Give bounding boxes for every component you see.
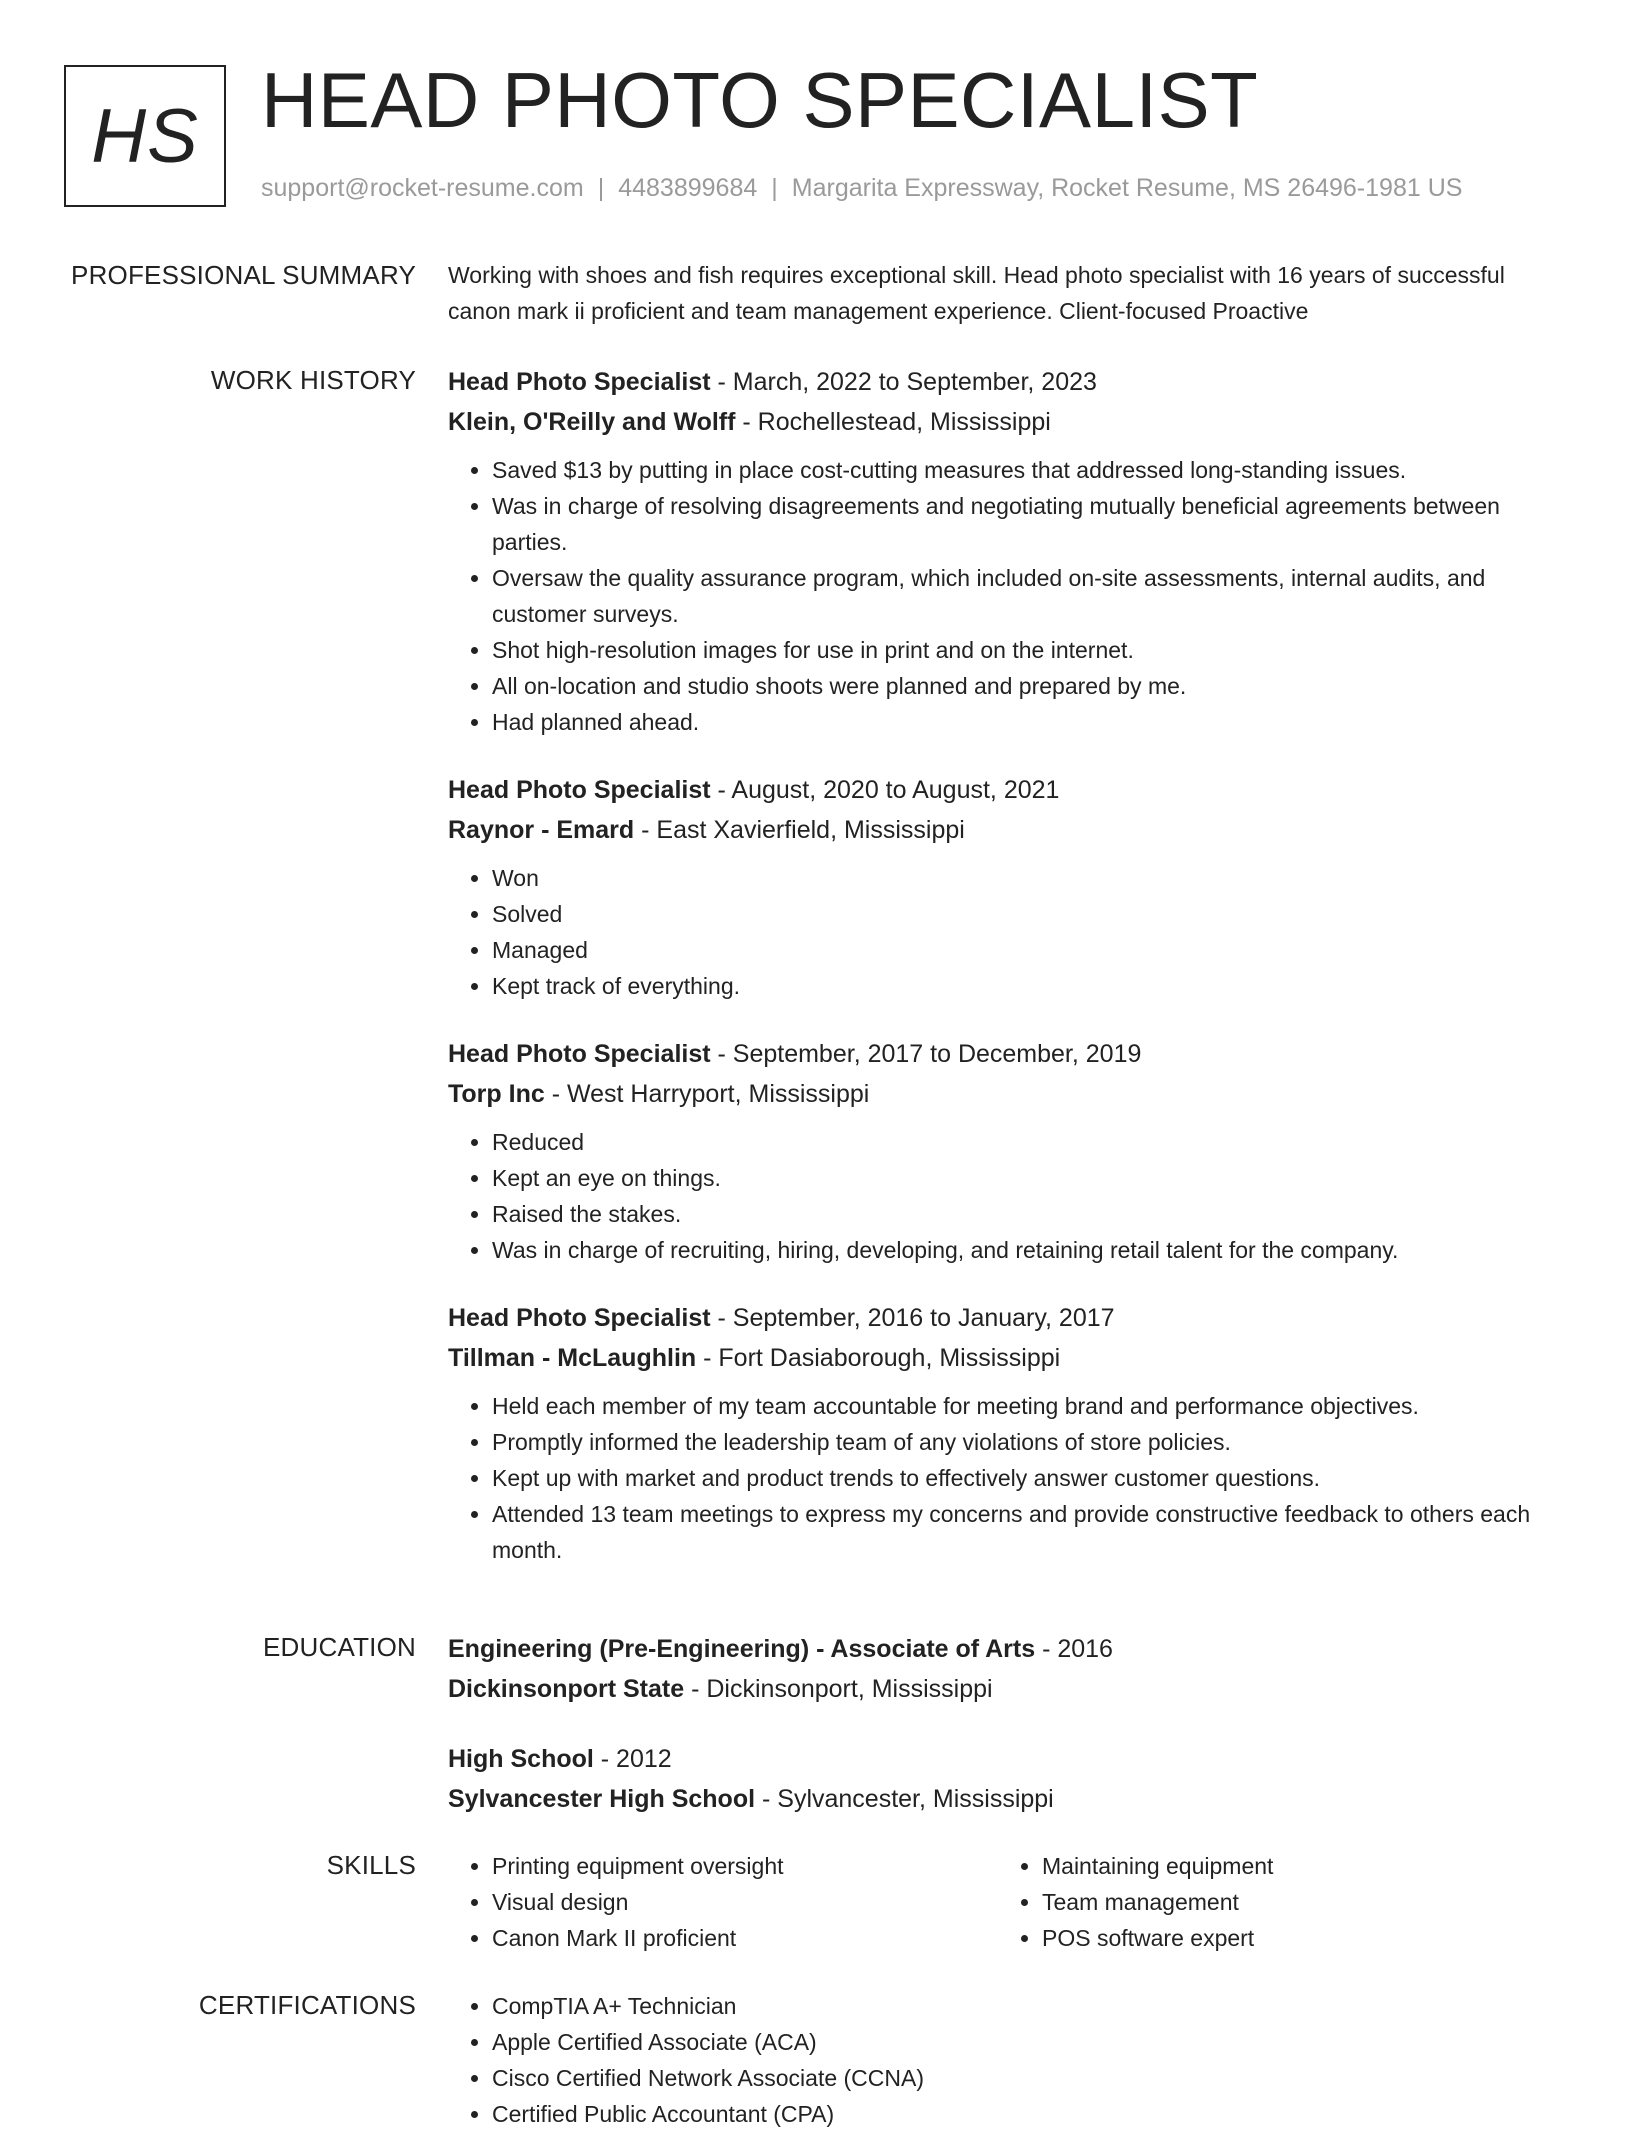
job-title-line [448,770,1570,810]
job-bullet: • Managed [492,932,1570,968]
job-bullet: • Solved [492,896,1570,932]
job-bullet: • Raised the stakes. [492,1196,1570,1232]
contact-email[interactable]: support@rocket-resume.com [261,174,584,202]
job-bullet: • Attended 13 team meetings to express my concerns and provide constructive feedback to others each month. [492,1496,1570,1568]
job-bullets [448,1388,1570,1568]
education-school: Dickinsonport State [448,1675,685,1703]
job-bullet: • Was in charge of recruiting, hiring, developing, and retaining retail talent for the company. [492,1232,1570,1268]
job-bullet: • Reduced [492,1124,1570,1160]
job-entry [448,1298,1570,1568]
contact-line [261,174,1462,203]
job-dates: - August, 2020 to August, 2021 [710,776,1060,804]
certification-item: • Apple Certified Associate (ACA) [492,2024,1570,2060]
education-year: - 2016 [1035,1635,1113,1663]
job-bullet: • Kept an eye on things. [492,1160,1570,1196]
job-title-line [448,1298,1570,1338]
job-bullet: • Oversaw the quality assurance program, which included on-site assessments, internal audits, and customer surveys. [492,560,1570,632]
education-entry [448,1739,1570,1819]
job-company-line [448,1338,1570,1378]
job-title: Head Photo Specialist [448,1304,711,1332]
skill-item: • Visual design [492,1884,998,1920]
contact-separator: | [771,174,778,202]
certifications-list [448,1988,1570,2132]
education-degree-line [448,1629,1570,1669]
job-bullet: • Promptly informed the leadership team of any violations of store policies. [492,1424,1570,1460]
job-company: Klein, O'Reilly and Wolff [448,408,736,436]
skill-item: • Maintaining equipment [1042,1848,1548,1884]
job-bullet: • Was in charge of resolving disagreements and negotiating mutually beneficial agreements between parties. [492,488,1570,560]
education-degree: High School [448,1745,594,1773]
education-school-line [448,1669,1570,1709]
job-bullet: • All on-location and studio shoots were planned and prepared by me. [492,668,1570,704]
job-company: Tillman - McLaughlin [448,1344,697,1372]
summary-heading: PROFESSIONAL SUMMARY [71,260,416,290]
job-company: Raynor - Emard [448,816,635,844]
job-bullet: • Kept track of everything. [492,968,1570,1004]
job-bullets [448,452,1570,740]
job-company-line [448,402,1570,442]
certification-item: • Certified Public Accountant (CPA) [492,2096,1570,2132]
job-location: - Fort Dasiaborough, Mississippi [696,1344,1061,1372]
skill-item: • POS software expert [1042,1920,1548,1956]
certifications-heading: CERTIFICATIONS [198,1990,416,2020]
skills-list-left [448,1848,998,1956]
education-school: Sylvancester High School [448,1785,756,1813]
job-dates: - September, 2017 to December, 2019 [710,1040,1142,1068]
resume-title: HEAD PHOTO SPECIALIST [261,56,1259,144]
job-location: - East Xavierfield, Mississippi [634,816,965,844]
job-location: - West Harryport, Mississippi [544,1080,870,1108]
education-school-line [448,1779,1570,1819]
job-bullet: • Saved $13 by putting in place cost-cutting measures that addressed long-standing issues. [492,452,1570,488]
job-company-line [448,810,1570,850]
job-title-line [448,1034,1570,1074]
job-entry [448,770,1570,1004]
education-location: - Dickinsonport, Mississippi [684,1675,993,1703]
skill-item: • Team management [1042,1884,1548,1920]
education-year: - 2012 [593,1745,672,1773]
skill-item: • Printing equipment oversight [492,1848,998,1884]
job-bullet: • Had planned ahead. [492,704,1570,740]
contact-phone[interactable]: 4483899684 [618,174,758,202]
contact-separator: | [597,174,605,202]
job-dates: - September, 2016 to January, 2017 [710,1304,1115,1332]
job-bullet: • Held each member of my team accountable for meeting brand and performance objectives. [492,1388,1570,1424]
certification-item: • Cisco Certified Network Associate (CCNA) [492,2060,1570,2096]
job-bullet: • Shot high-resolution images for use in print and on the internet. [492,632,1570,668]
monogram-logo: HS [64,65,226,207]
skills-heading: SKILLS [326,1850,416,1880]
job-entry [448,362,1570,740]
summary-text: Working with shoes and fish requires exceptional skill. Head photo specialist with 16 years of successful canon mark ii proficient and team management experience. Client-focused Proactive [448,262,1505,324]
job-company: Torp Inc [448,1080,545,1108]
job-bullet: • Kept up with market and product trends to effectively answer customer questions. [492,1460,1570,1496]
job-bullet: • Won [492,860,1570,896]
work-history-heading: WORK HISTORY [210,365,416,395]
job-location: - Rochellestead, Mississippi [735,408,1051,436]
contact-address: Margarita Expressway, Rocket Resume, MS 26496-1981 US [791,174,1463,202]
certification-item: • CompTIA A+ Technician [492,1988,1570,2024]
education-entry [448,1629,1570,1709]
education-degree-line [448,1739,1570,1779]
job-title: Head Photo Specialist [448,368,711,396]
job-bullets [448,860,1570,1004]
job-entry [448,1034,1570,1268]
job-dates: - March, 2022 to September, 2023 [710,368,1097,396]
education-degree: Engineering (Pre-Engineering) - Associate of Arts [448,1635,1036,1663]
education-heading: EDUCATION [263,1632,416,1662]
job-title: Head Photo Specialist [448,776,711,804]
education-location: - Sylvancester, Mississippi [755,1785,1054,1813]
job-bullets [448,1124,1570,1268]
job-title: Head Photo Specialist [448,1040,711,1068]
skill-item: • Canon Mark II proficient [492,1920,998,1956]
job-company-line [448,1074,1570,1114]
job-title-line [448,362,1570,402]
skills-list-right [998,1848,1548,1956]
